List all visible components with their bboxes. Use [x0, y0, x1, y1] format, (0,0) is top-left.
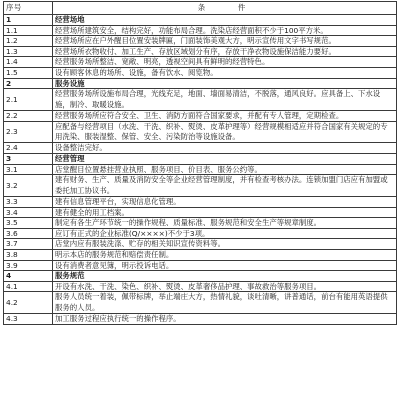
table-row	[4, 314, 397, 325]
row-number: 2.4	[4, 143, 53, 154]
table-row	[4, 89, 397, 111]
table-row	[4, 228, 397, 239]
table-row	[4, 67, 397, 78]
condition-text: 设备整洁完好。	[53, 143, 397, 154]
row-number: 4.2	[4, 292, 53, 314]
condition-text: 建有信息管理平台，实现信息化管理。	[53, 196, 397, 207]
condition-text: 经营服务场所整洁、宽敞、明亮，透视空间具有鲜明的经营特色。	[53, 57, 397, 68]
condition-text: 制定有各生产环节统一的操作规程、质量标准、服务规范和安全生产等规章制度。	[53, 218, 397, 229]
row-number: 3.2	[4, 175, 53, 197]
condition-text: 建有财务、生产、质量及消防安全等企业经营管理制度，并有检查考核办法。连锁加盟门店应有加盟或委托加工协议书。	[53, 175, 397, 197]
condition-text: 建有健全的用工档案。	[53, 207, 397, 218]
row-number: 1.3	[4, 46, 53, 57]
row-number: 3	[4, 153, 53, 164]
row-number: 3.7	[4, 239, 53, 250]
row-number: 1	[4, 15, 53, 26]
table-row	[4, 260, 397, 271]
condition-text: 店堂内应有服装洗涤、贮存的相关知识宣传资料等。	[53, 239, 397, 250]
row-number: 3.3	[4, 196, 53, 207]
row-number: 3.6	[4, 228, 53, 239]
row-number: 1.4	[4, 57, 53, 68]
row-number: 4.3	[4, 314, 53, 325]
row-number: 2	[4, 78, 53, 89]
condition-text: 经营场所衣物收付、加工生产、存放区域划分有序，存放干净衣物设施保洁能力要好。	[53, 46, 397, 57]
row-number: 3.8	[4, 249, 53, 260]
condition-text: 经营服务场所设施布局合理，光线充足，地面、墙面易清洁，不脱落，通风良好。应具备上、下水设施，制冷、取暖设施。	[53, 89, 397, 111]
row-number: 3.1	[4, 164, 53, 175]
table-row	[4, 218, 397, 229]
condition-text: 应订有正式的企业标准(Q/××××)不少于3项。	[53, 228, 397, 239]
condition-text: 店堂醒目位置悬挂营业执照、服务项目、价目表、服务公约等。	[53, 164, 397, 175]
table-row	[4, 110, 397, 121]
table-row	[4, 57, 397, 68]
table-row	[4, 281, 397, 292]
condition-text: 经营场所应在户外醒目位置安装牌匾，门面装饰美观大方，明示宣传用文字书写规范。	[53, 36, 397, 47]
row-number: 2.2	[4, 110, 53, 121]
table-row	[4, 121, 397, 143]
row-number: 3.9	[4, 260, 53, 271]
header-conditions: 条 件	[53, 2, 397, 15]
condition-text: 明示本店的服务规范和赔偿责任制。	[53, 249, 397, 260]
table-row	[4, 164, 397, 175]
row-number: 1.2	[4, 36, 53, 47]
table-row	[4, 196, 397, 207]
table-row	[4, 36, 397, 47]
section-title: 服务规范	[53, 271, 397, 282]
table-row	[4, 292, 397, 314]
condition-text: 经营场所建筑安全，结构完好，功能布局合理。洗染店经营面积不少于100平方米。	[53, 25, 397, 36]
condition-text: 设有顾客休息的场所、设施，备有饮水、阅览物。	[53, 67, 397, 78]
table-row	[4, 207, 397, 218]
row-number: 2.1	[4, 89, 53, 111]
table-row	[4, 249, 397, 260]
section-row	[4, 15, 397, 26]
table-row	[4, 25, 397, 36]
condition-text: 设有消费者意见簿，明示投诉电话。	[53, 260, 397, 271]
criteria-table	[3, 1, 397, 325]
condition-text: 经营服务场所应符合安全、卫生、消防方面符合国家要求，并配有专人管理，定期检查。	[53, 110, 397, 121]
table-header-row	[4, 2, 397, 15]
criteria-table-wrapper	[3, 1, 397, 325]
row-number: 1.1	[4, 25, 53, 36]
section-title: 经营场地	[53, 15, 397, 26]
section-row	[4, 153, 397, 164]
table-row	[4, 175, 397, 197]
condition-text: 开设有水洗、干洗、染色、织补、熨烫、皮革奢侈品护理、事故救治等服务项目。	[53, 281, 397, 292]
section-row	[4, 271, 397, 282]
condition-text: 服务人员统一着装，佩带标牌，举止端庄大方，热情礼貌，谈吐清晰，讲普通话，前台有能用英语提供服务的人员。	[53, 292, 397, 314]
section-row	[4, 78, 397, 89]
table-row	[4, 46, 397, 57]
section-title: 服务设施	[53, 78, 397, 89]
table-row	[4, 143, 397, 154]
row-number: 3.4	[4, 207, 53, 218]
row-number: 4.1	[4, 281, 53, 292]
row-number: 2.3	[4, 121, 53, 143]
row-number: 1.5	[4, 67, 53, 78]
table-row	[4, 239, 397, 250]
row-number: 3.5	[4, 218, 53, 229]
row-number: 4	[4, 271, 53, 282]
section-title: 经营管理	[53, 153, 397, 164]
condition-text: 加工服务过程应执行统一的操作程序。	[53, 314, 397, 325]
table-body	[4, 15, 397, 325]
header-number: 序号	[4, 2, 53, 15]
condition-text: 应配备与经营项目（水洗、干洗、织补、熨烫、皮革护理等）经营规模相适应并符合国家有关规定的专用洗染、服装湿整、保管、安全、污染防治等设施设备。	[53, 121, 397, 143]
